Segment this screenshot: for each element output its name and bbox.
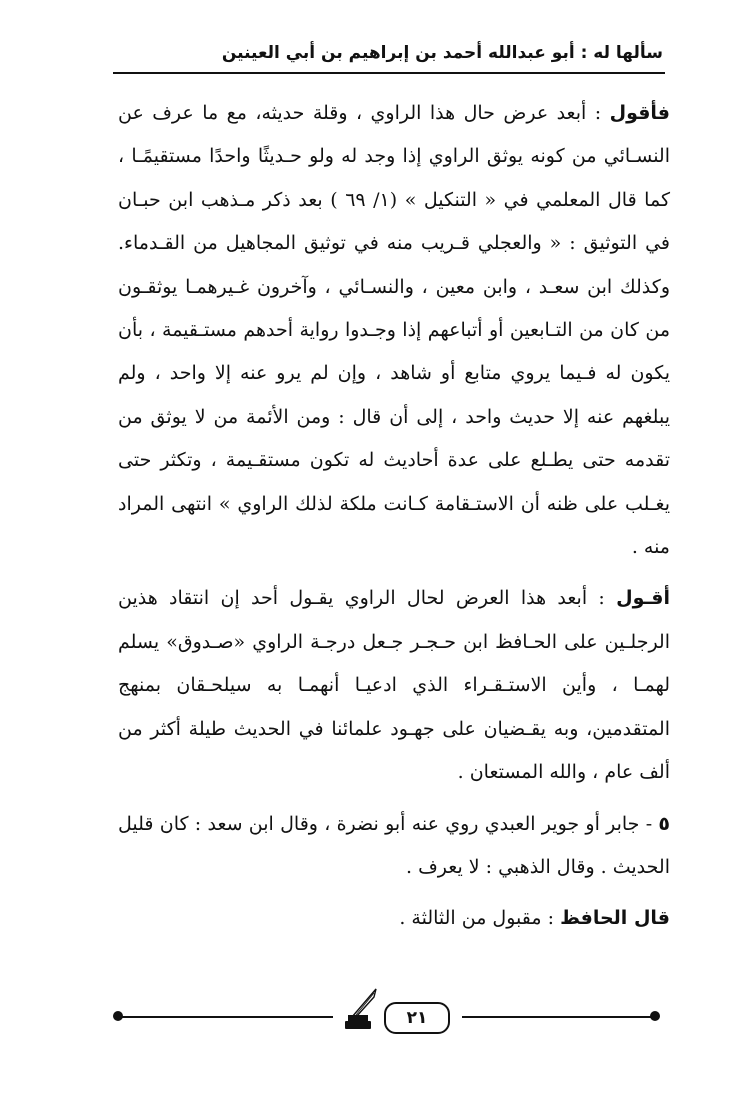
page-number: ٢١ <box>384 1002 450 1034</box>
footer-left-rule <box>118 1016 333 1018</box>
paragraph-1 <box>118 92 670 569</box>
paragraph-3-text: - جابر أو جوير العبدي روي عنه أبو نضرة ، وقال ابن سعد : كان قليل الحديث . وقال الذهبي : لا يعرف . <box>118 812 670 878</box>
paragraph-4-text: : مقبول من الثالثة . <box>399 907 555 930</box>
paragraph-1-text: : أبعد عرض حال هذا الراوي ، وقلة حديثه، مع ما عرف عن النسـائي من كونه يوثق الراوي إذا وجد له ولو حـديثًا واحدًا مستقيمًـا ، كما قال المعلمي في « التنكيل » (١/ ٦٩ ) بعد ذكر مـذهب ابن حبـان في التوثيق : « والعجلي قـريب منه في توثيق المجاهيل من القـدماء. وكذلك ابن سعـد ، وابن معين ، والنسـائي ، وآخرون غـيرهمـا يوثقـون من كان من التـابعين أو أتباعهم إذا وجـدوا رواية أحدهم مستـقيمة ، بأن يكون له فـيما يروي متابع أو شاهد ، وإن لم يرو عنه إلا واحد ، ولم يبلغهم عنه إلا حديث واحد ، إلى أن قال : ومن الأئمة من لا يوثق من تقدمه حتى يطـلع على عدة أحاديث له تكون مستقـيمة ، وتكثر حتى يغـلب على ظنه أن الاستـقامة كـانت ملكة لذلك الراوي » انتهى المراد منه . <box>118 102 670 559</box>
keyword-faqul: فأقول <box>609 102 670 124</box>
paragraph-4 <box>118 897 670 940</box>
paragraph-2 <box>118 577 670 794</box>
keyword-aqul: أقـول <box>616 587 670 610</box>
keyword-qal-al-hafiz: قال الحافظ <box>560 907 670 930</box>
running-header: سألها له : أبو عبدالله أحمد بن إبراهيم بن أبي العينين <box>221 43 663 63</box>
inkwell-quill-icon <box>342 985 380 1031</box>
footer-right-dot <box>650 1011 660 1021</box>
header-divider <box>113 72 665 74</box>
page-body <box>118 92 670 941</box>
paragraph-3 <box>118 803 670 890</box>
entry-number: ٥ <box>658 812 670 835</box>
footer-right-rule <box>462 1016 652 1018</box>
paragraph-2-text: : أبعد هذا العرض لحال الراوي يقـول أحد إن انتقاد هذين الرجلـين على الحـافظ ابن حـجـر جـعل درجـة الراوي «صـدوق» يسلم لهمـا ، وأين الاستـقـراء الذي ادعيـا أنهمـا به سيلحـقان بمنهج المتقدمين، وبه يقـضيان على جهـود علمائنا في الحديث طيلة أكثر من ألف عام ، والله المستعان . <box>118 587 670 784</box>
